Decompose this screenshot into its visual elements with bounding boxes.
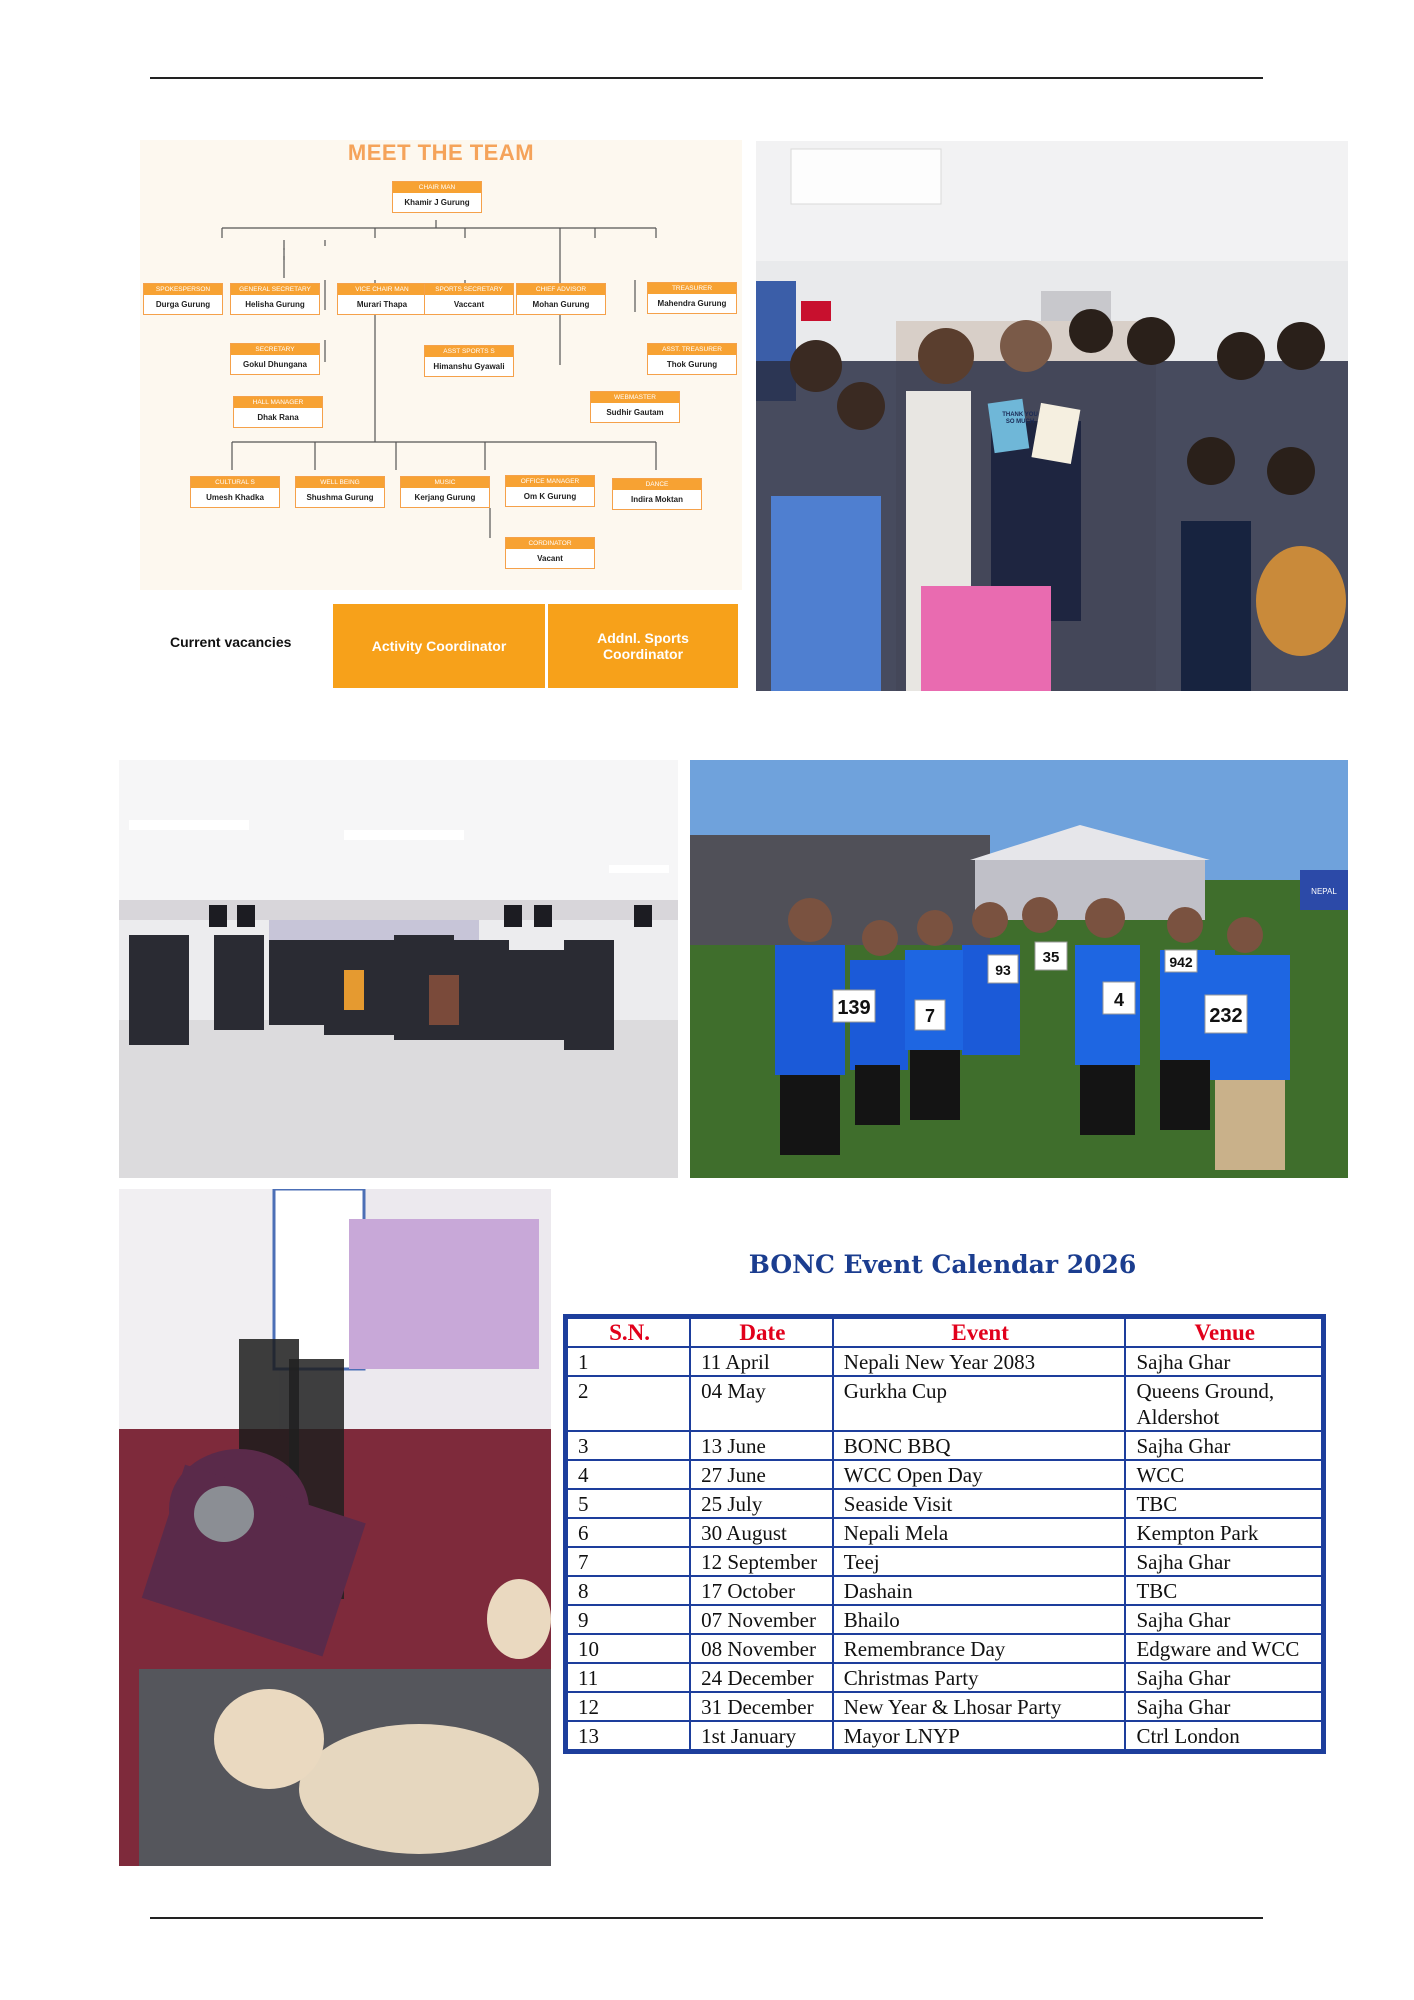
org-name: Mohan Gurung (532, 300, 590, 309)
cell-sn: 11 (567, 1663, 690, 1692)
table-header-row (567, 1318, 1322, 1347)
calendar-title: BONC Event Calendar 2026 (748, 1250, 1137, 1279)
org-name: Himanshu Gyawali (433, 362, 505, 371)
cell-date: 1st January (690, 1721, 833, 1750)
org-box-spokesperson (143, 283, 223, 315)
org-name: Kerjang Gurung (414, 493, 476, 502)
cell-sn: 1 (567, 1347, 690, 1376)
table-row (567, 1692, 1322, 1721)
runner-bib: 35 (1042, 949, 1060, 966)
cell-venue: WCC (1125, 1460, 1322, 1489)
table-row (567, 1663, 1322, 1692)
org-box-dance (612, 478, 702, 510)
cell-date: 13 June (690, 1431, 833, 1460)
cell-event: Bhailo (833, 1605, 1126, 1634)
org-name: Vaccant (453, 300, 485, 309)
cell-date: 25 July (690, 1489, 833, 1518)
org-box-asst-sports (424, 345, 514, 377)
runner-bib: 93 (995, 962, 1011, 978)
org-role: CHIEF ADVISOR (517, 284, 605, 295)
vacancy-sports-coordinator: Addnl. Sports Coordinator (548, 604, 738, 688)
cell-event: New Year & Lhosar Party (833, 1692, 1126, 1721)
org-box-treasurer (647, 282, 737, 314)
org-name: Umesh Khadka (206, 493, 264, 502)
table-row (567, 1605, 1322, 1634)
cell-event: BONC BBQ (833, 1431, 1126, 1460)
org-name: Shushma Gurung (306, 493, 374, 502)
cell-event: Gurkha Cup (833, 1376, 1126, 1431)
org-name: Indira Moktan (630, 495, 683, 504)
photo-runners-team (690, 760, 1348, 1178)
org-box-office-manager (505, 475, 595, 507)
vacancy-activity-coordinator: Activity Coordinator (333, 604, 545, 688)
cell-event: WCC Open Day (833, 1460, 1126, 1489)
table-row (567, 1347, 1322, 1376)
photo-youth-group (756, 141, 1348, 691)
org-name: Sudhir Gautam (606, 408, 664, 417)
org-box-sports-secretary (424, 283, 514, 315)
org-role: DANCE (613, 479, 701, 490)
runner-bib: 4 (1113, 990, 1125, 1010)
cell-date: 08 November (690, 1634, 833, 1663)
org-role: CORDINATOR (506, 538, 594, 549)
table-row (567, 1489, 1322, 1518)
cell-event: Nepali New Year 2083 (833, 1347, 1126, 1376)
cell-venue: Sajha Ghar (1125, 1663, 1322, 1692)
header-venue: Venue (1125, 1318, 1322, 1347)
org-chart (140, 140, 742, 590)
cell-event: Teej (833, 1547, 1126, 1576)
cell-sn: 10 (567, 1634, 690, 1663)
org-role: SECRETARY (231, 344, 319, 355)
org-name: Vacant (537, 554, 563, 563)
org-role: SPOKESPERSON (144, 284, 222, 295)
org-name: Helisha Gurung (245, 300, 305, 309)
org-box-cultural (190, 476, 280, 508)
cell-venue: TBC (1125, 1489, 1322, 1518)
vacancies-label: Current vacancies (170, 634, 292, 650)
table-row (567, 1460, 1322, 1489)
cell-sn: 9 (567, 1605, 690, 1634)
cell-sn: 12 (567, 1692, 690, 1721)
table-row (567, 1576, 1322, 1605)
cell-venue: Queens Ground, Aldershot (1125, 1376, 1322, 1431)
table-row (567, 1634, 1322, 1663)
table-row (567, 1431, 1322, 1460)
runner-bib: 139 (837, 997, 871, 1019)
photo-cpr-training (119, 1189, 551, 1866)
header-date: Date (690, 1318, 833, 1347)
org-name: Gokul Dhungana (243, 360, 307, 369)
cell-date: 07 November (690, 1605, 833, 1634)
org-box-general-secretary (230, 283, 320, 315)
org-role: SPORTS SECRETARY (425, 284, 513, 295)
org-name: Dhak Rana (257, 413, 299, 422)
cell-sn: 2 (567, 1376, 690, 1431)
cell-date: 11 April (690, 1347, 833, 1376)
cell-venue: Sajha Ghar (1125, 1347, 1322, 1376)
org-role: VICE CHAIR MAN (338, 284, 426, 295)
bottom-rule (150, 1917, 1263, 1919)
org-box-well-being (295, 476, 385, 508)
cell-sn: 4 (567, 1460, 690, 1489)
cell-venue: Sajha Ghar (1125, 1431, 1322, 1460)
cell-event: Seaside Visit (833, 1489, 1126, 1518)
youth-card-text: THANK YOU SO MUCH (1002, 412, 1038, 425)
org-box-hall-manager (233, 396, 323, 428)
cell-venue: Kempton Park (1125, 1518, 1322, 1547)
org-name: Thok Gurung (666, 360, 718, 369)
org-chart-title: MEET THE TEAM (347, 140, 535, 165)
org-role: WEBMASTER (591, 392, 679, 403)
org-role: CHAIR MAN (393, 182, 481, 193)
runner-bib: 232 (1209, 1005, 1243, 1027)
event-calendar-table (563, 1314, 1326, 1754)
table-row (567, 1721, 1322, 1750)
cell-date: 30 August (690, 1518, 833, 1547)
org-box-secretary (230, 343, 320, 375)
cell-sn: 3 (567, 1431, 690, 1460)
cell-event: Nepali Mela (833, 1518, 1126, 1547)
runner-bib: 7 (924, 1006, 936, 1026)
runners-tent-text: NEPAL (1311, 887, 1337, 896)
org-role: ASST SPORTS S (425, 346, 513, 357)
table-row (567, 1518, 1322, 1547)
org-box-asst-treasurer (647, 343, 737, 375)
cell-venue: Sajha Ghar (1125, 1692, 1322, 1721)
table-row (567, 1376, 1322, 1431)
cell-date: 27 June (690, 1460, 833, 1489)
cell-sn: 7 (567, 1547, 690, 1576)
org-name: Durga Gurung (155, 300, 211, 309)
org-name: Khamir J Gurung (404, 198, 470, 207)
cell-date: 31 December (690, 1692, 833, 1721)
org-role: HALL MANAGER (234, 397, 322, 408)
cell-venue: Sajha Ghar (1125, 1547, 1322, 1576)
cell-date: 12 September (690, 1547, 833, 1576)
org-role: MUSIC (401, 477, 489, 488)
cell-venue: Edgware and WCC (1125, 1634, 1322, 1663)
org-box-chief-advisor (516, 283, 606, 315)
cell-date: 24 December (690, 1663, 833, 1692)
photo-community-elders (119, 760, 678, 1178)
org-role: CULTURAL S (191, 477, 279, 488)
cell-sn: 8 (567, 1576, 690, 1605)
header-event: Event (833, 1318, 1126, 1347)
cell-event: Christmas Party (833, 1663, 1126, 1692)
org-name: Mahendra Gurung (657, 299, 727, 308)
org-box-music (400, 476, 490, 508)
cell-sn: 5 (567, 1489, 690, 1518)
org-role: GENERAL SECRETARY (231, 284, 319, 295)
cell-sn: 13 (567, 1721, 690, 1750)
cell-date: 17 October (690, 1576, 833, 1605)
org-name: Murari Thapa (356, 300, 408, 309)
org-box-vice-chair (337, 283, 427, 315)
org-name: Om K Gurung (523, 492, 577, 501)
cell-venue: Ctrl London (1125, 1721, 1322, 1750)
cell-event: Dashain (833, 1576, 1126, 1605)
cell-event: Mayor LNYP (833, 1721, 1126, 1750)
header-sn: S.N. (567, 1318, 690, 1347)
cell-event: Remembrance Day (833, 1634, 1126, 1663)
org-role: OFFICE MANAGER (506, 476, 594, 487)
cell-sn: 6 (567, 1518, 690, 1547)
runner-bib: 942 (1169, 954, 1193, 970)
cell-venue: TBC (1125, 1576, 1322, 1605)
org-box-coordinator (505, 537, 595, 569)
table-row (567, 1547, 1322, 1576)
org-role: WELL BEING (296, 477, 384, 488)
top-rule (150, 77, 1263, 79)
cell-venue: Sajha Ghar (1125, 1605, 1322, 1634)
org-role: ASST. TREASURER (648, 344, 736, 355)
org-role: TREASURER (648, 283, 736, 294)
cell-date: 04 May (690, 1376, 833, 1431)
org-box-webmaster (590, 391, 680, 423)
org-box-chair (392, 181, 482, 213)
